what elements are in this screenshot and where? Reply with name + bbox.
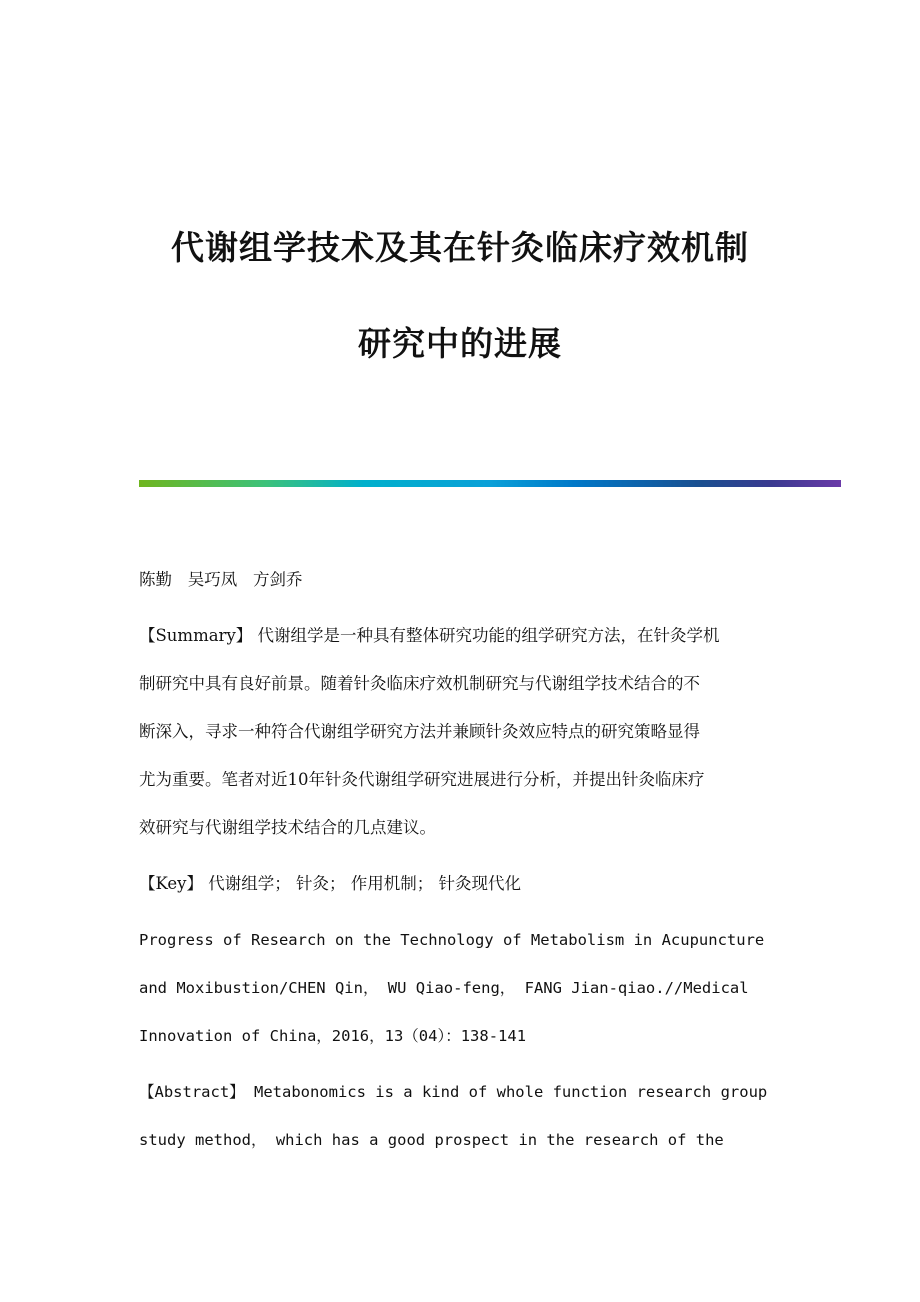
document-title-line-2: 研究中的进展 bbox=[358, 324, 562, 363]
citation-line: and Moxibustion/CHEN Qin， WU Qiao-feng， FANG Jian-qiao.//Medical bbox=[139, 979, 749, 997]
citation-line: Progress of Research on the Technology of Metabolism in Acupuncture bbox=[139, 931, 765, 949]
abstract-line: 【Abstract】 Metabonomics is a kind of whole function research group bbox=[139, 1083, 768, 1101]
summary-line: 【Summary】 代谢组学是一种具有整体研究功能的组学研究方法，在针灸学机 bbox=[139, 626, 720, 645]
summary-line: 断深入，寻求一种符合代谢组学研究方法并兼顾针灸效应特点的研究策略显得 bbox=[139, 722, 700, 741]
summary-line: 效研究与代谢组学技术结合的几点建议。 bbox=[139, 818, 436, 837]
authors: 陈勤 吴巧凤 方剑乔 bbox=[139, 570, 303, 589]
document-title-line-1: 代谢组学技术及其在针灸临床疗效机制 bbox=[171, 228, 749, 267]
summary-line: 尤为重要。笔者对近10年针灸代谢组学研究进展进行分析，并提出针灸临床疗 bbox=[139, 770, 705, 789]
title-divider-gradient bbox=[139, 480, 841, 487]
keywords: 【Key】 代谢组学； 针灸； 作用机制； 针灸现代化 bbox=[139, 874, 521, 893]
summary-line: 制研究中具有良好前景。随着针灸临床疗效机制研究与代谢组学技术结合的不 bbox=[139, 674, 700, 693]
abstract-line: study method， which has a good prospect in the research of the bbox=[139, 1131, 724, 1149]
citation-line: Innovation of China，2016，13（04）：138-141 bbox=[139, 1027, 527, 1045]
